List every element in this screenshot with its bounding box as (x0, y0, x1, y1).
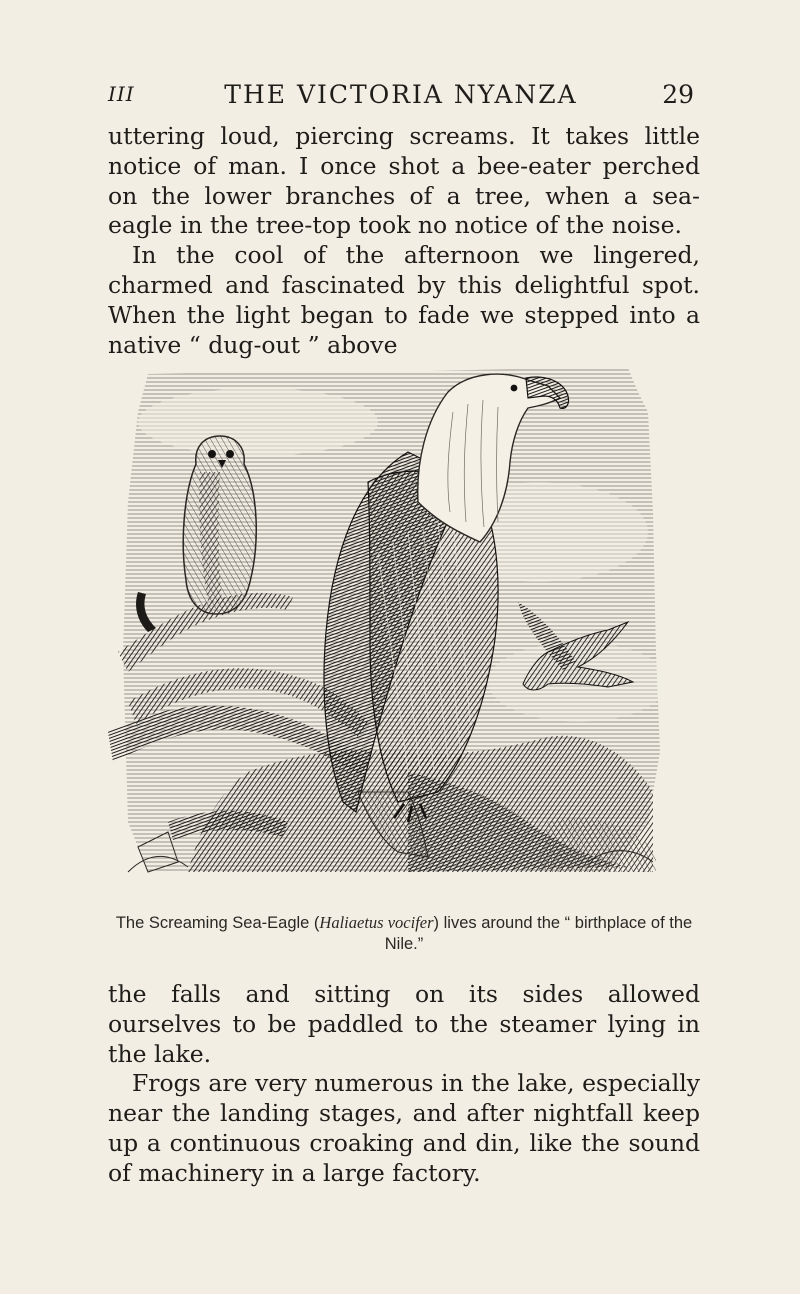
running-head (108, 80, 694, 114)
paragraph: the falls and sitting on its sides allowed ourselves to be paddled to the steamer lying in the lake. (108, 980, 700, 1068)
paragraph: In the cool of the afternoon we lingered, charmed and fascinated by this delightful spot. When the light began to fade we stepped into a native “ dug-out ” above (108, 241, 700, 359)
caption-suffix: ) lives around the “ birthplace of the Nile.” (384, 914, 693, 953)
sea-eagle-engraving (108, 352, 668, 892)
caption-prefix: The Screaming Sea-Eagle ( (115, 914, 320, 932)
bottom-text-block (108, 980, 700, 1189)
paragraph: Frogs are very numerous in the lake, especially near the landing stages, and after nightfall keep up a continuous croaking and din, like the sound of machinery in a large factory. (108, 1069, 700, 1187)
top-text-block (108, 122, 700, 360)
chapter-number: III (108, 82, 135, 106)
caption-species: Haliaetus vocifer (319, 913, 434, 932)
running-title: THE VICTORIA NYANZA (224, 80, 578, 109)
page-number: 29 (662, 80, 694, 109)
figure-caption (108, 912, 700, 955)
paragraph: uttering loud, piercing screams. It takes little notice of man. I once shot a bee-eater perched on the lower branches of a tree, when a sea-eagle in the tree-top took no notice of the noise. (108, 122, 700, 240)
